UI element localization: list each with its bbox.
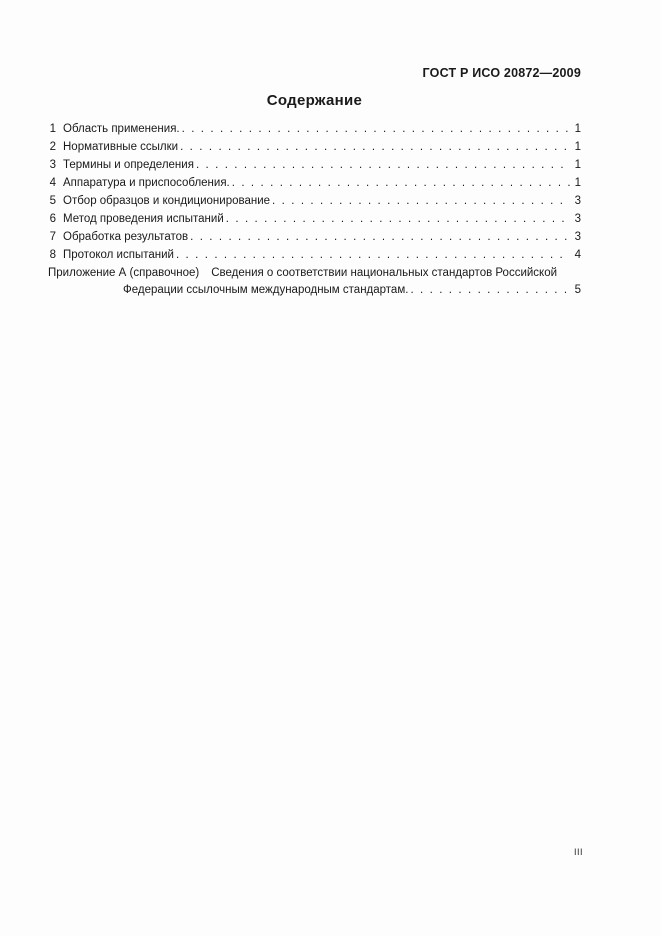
toc-entry-page: 1 [574,159,581,171]
dot-leader [232,174,570,192]
toc-entry-title: Область применения. [63,123,180,135]
toc-entry-number: 3 [49,159,56,171]
toc-entry-page: 3 [574,213,581,225]
toc-appendix-page: 5 [574,284,581,296]
toc-appendix-line2 [48,282,581,299]
table-of-contents [48,120,581,299]
toc-appendix-title: Сведения о соответствии национальных стандартов Российской [211,267,558,279]
toc-entry [48,210,581,228]
toc-entry [48,228,581,246]
toc-entry-title: Протокол испытаний [63,249,174,261]
dot-leader [180,138,570,156]
toc-entry-title: Термины и определения [63,159,194,171]
toc-appendix-label: Приложение А (справочное) [48,267,200,279]
toc-entry-title: Аппаратура и приспособления. [63,177,230,189]
dot-leader [182,120,570,138]
toc-entry [48,246,581,264]
dot-leader [272,192,570,210]
page-number: III [573,847,583,857]
toc-entry-title: Нормативные ссылки [63,141,179,153]
toc-appendix-line1 [48,264,581,282]
toc-entry-number: 1 [49,123,56,135]
toc-entry-page: 3 [574,195,581,207]
toc-entry-page: 3 [574,231,581,243]
toc-appendix-title-continued: Федерации ссылочным международным стандартам. [123,284,409,296]
toc-entry-number: 7 [49,231,56,243]
dot-leader [410,282,570,299]
toc-entry-page: 4 [574,249,581,261]
toc-appendix-entry [48,264,581,299]
dot-leader [190,228,570,246]
toc-entry-title: Метод проведения испытаний [63,213,224,225]
toc-entry-title: Отбор образцов и кондиционирование [63,195,271,207]
toc-entry [48,120,581,138]
toc-entry-number: 8 [49,249,56,261]
toc-entry-page: 1 [574,141,581,153]
toc-entry-number: 5 [49,195,56,207]
toc-entry-number: 6 [49,213,56,225]
dot-leader [196,156,570,174]
toc-entry-page: 1 [574,177,581,189]
dot-leader [226,210,570,228]
toc-entry [48,174,581,192]
toc-entry [48,138,581,156]
toc-entry [48,156,581,174]
toc-entry [48,192,581,210]
page-title: Содержание [266,92,363,109]
toc-entry-title: Обработка результатов [63,231,189,243]
toc-entry-number: 4 [49,177,56,189]
doc-number: ГОСТ Р ИСО 20872—2009 [422,66,581,80]
toc-entry-page: 1 [574,123,581,135]
dot-leader [176,246,570,264]
toc-entry-number: 2 [49,141,56,153]
